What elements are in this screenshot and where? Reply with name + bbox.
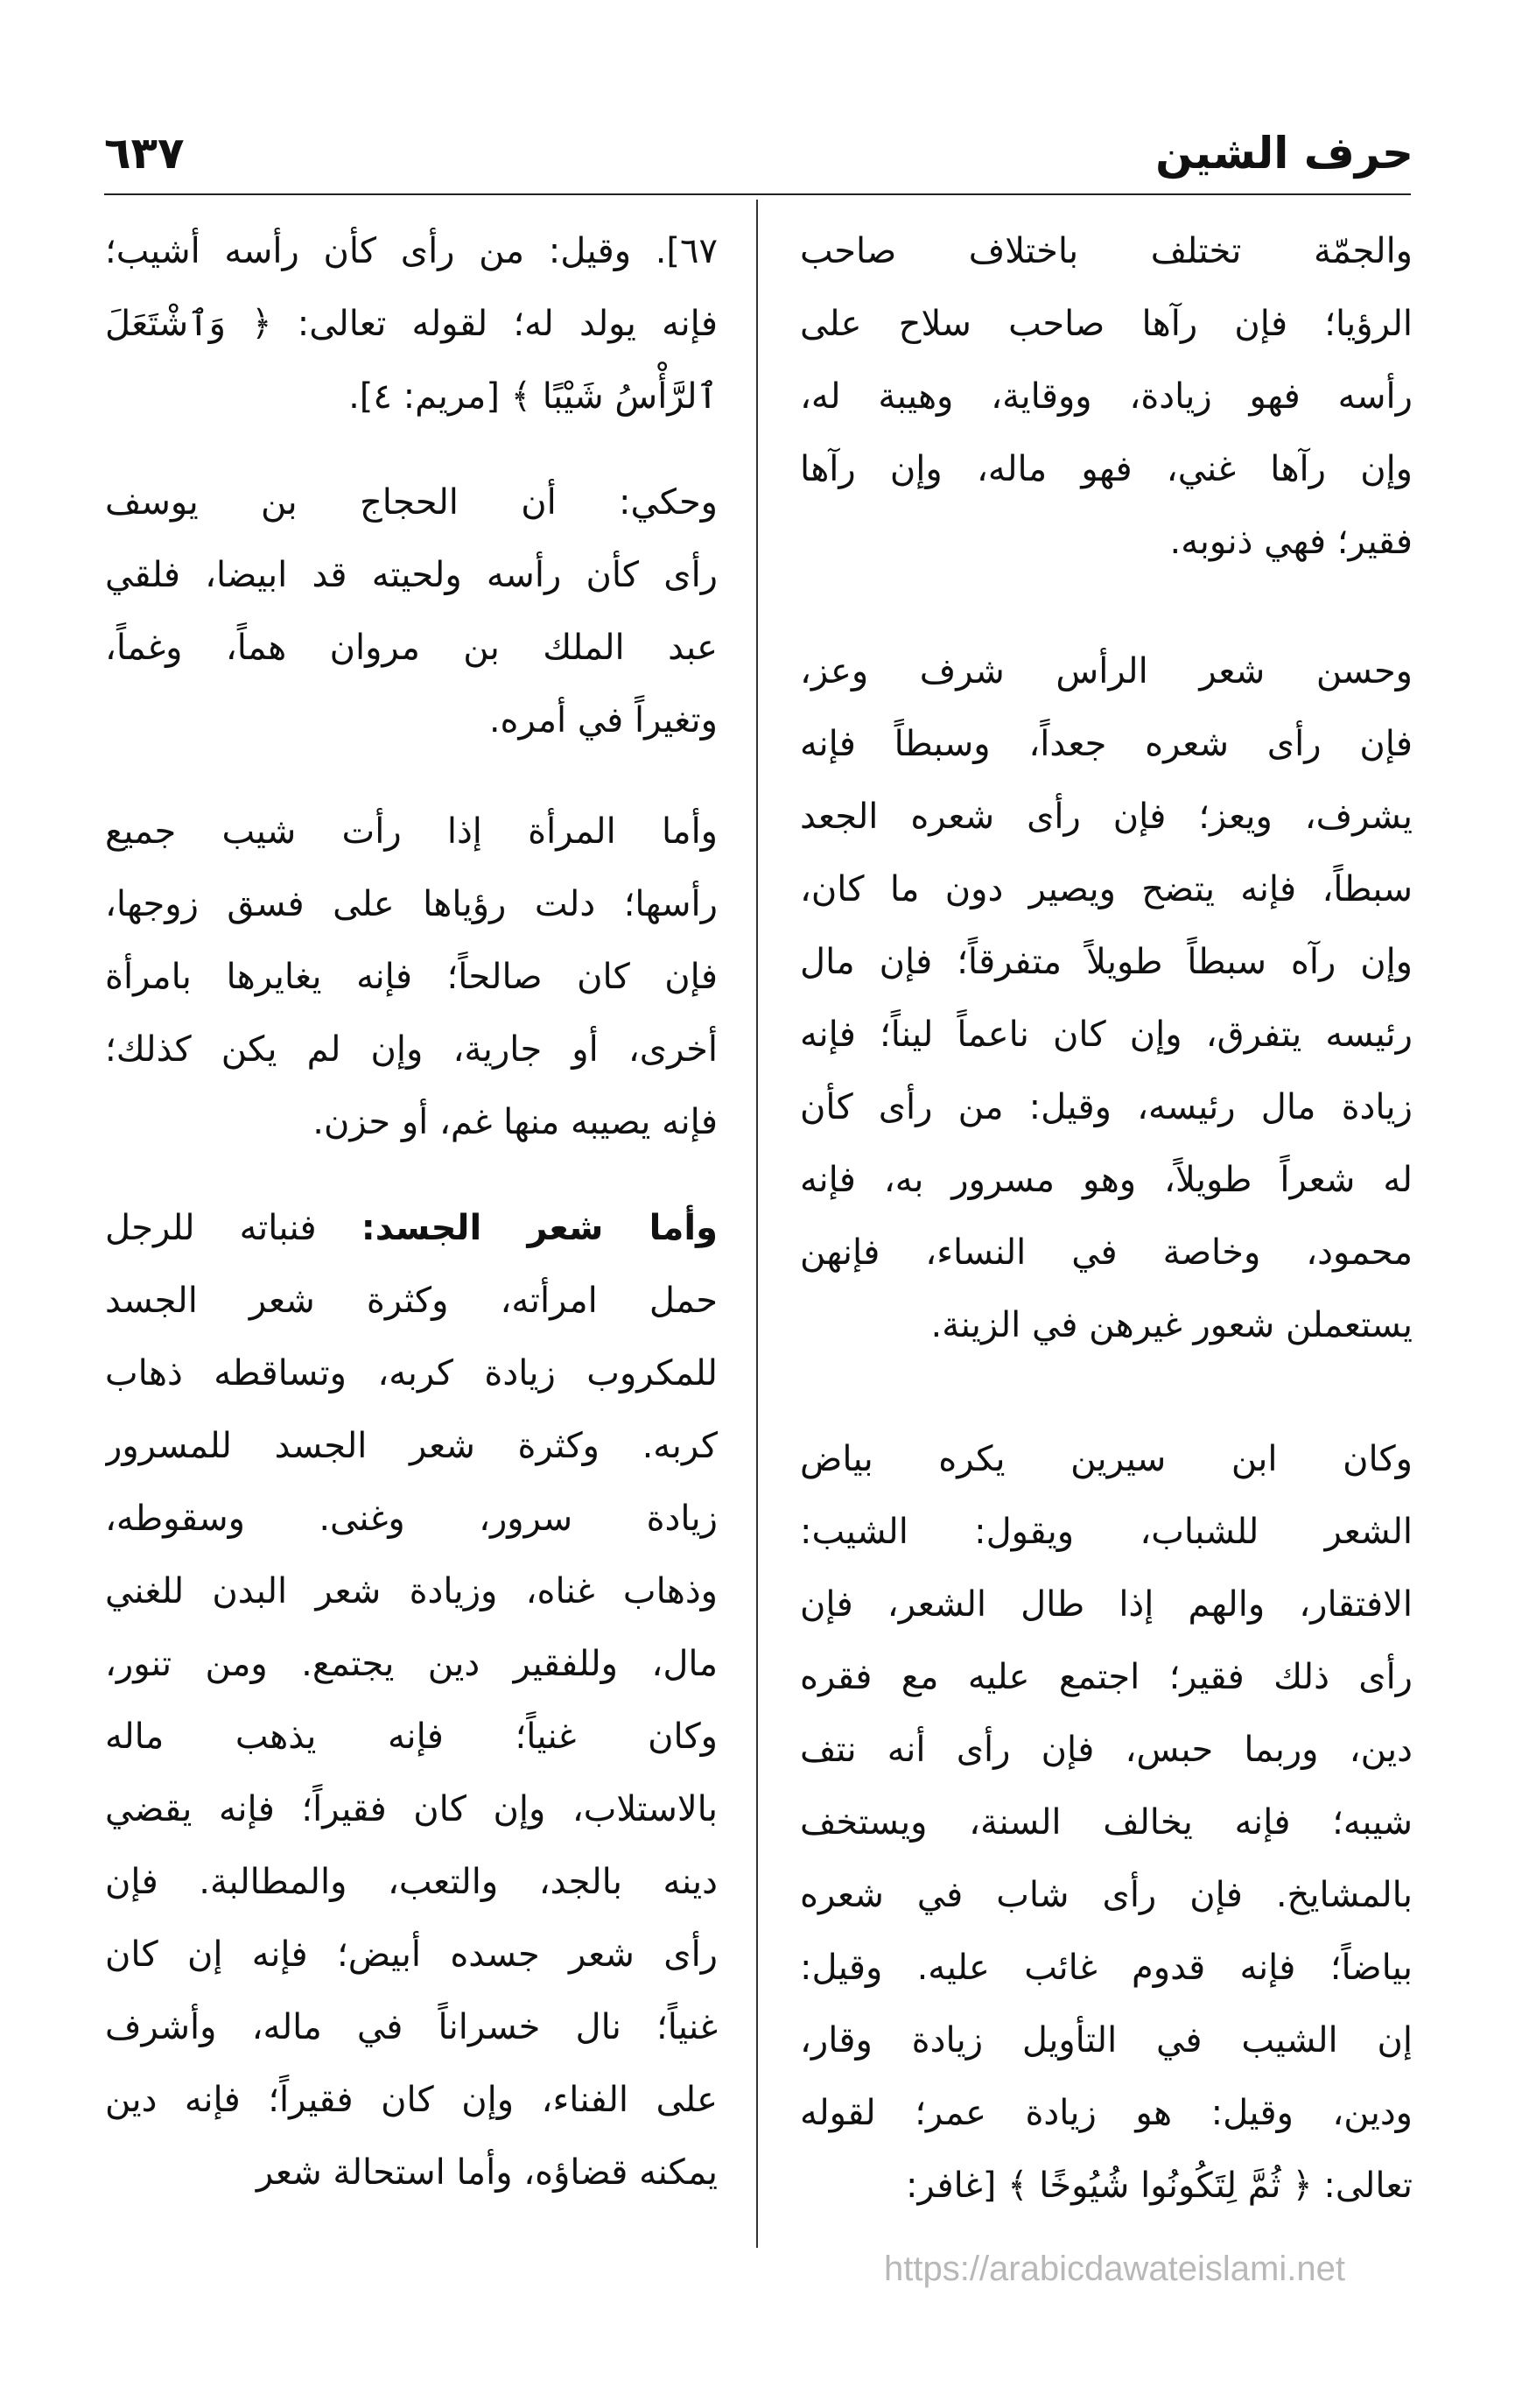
text-line: وتغيراً في أمره. bbox=[488, 700, 718, 741]
text-line: تعالى: ﴿ ثُمَّ لِتَكُونُوا شُيُوخًا ﴾ [غافر: bbox=[905, 2166, 1413, 2206]
text-line: مال، وللفقير دين يجتمع. ومن تنور، bbox=[105, 1644, 718, 1684]
text-line: فإن كان صالحاً؛ فإنه يغايرها بامرأة bbox=[105, 957, 718, 997]
text-line: وإن رآه سبطاً طويلاً متفرقاً؛ فإن مال bbox=[800, 942, 1413, 982]
text-line: زيادة مال رئيسه، وقيل: من رأى كأن bbox=[800, 1087, 1413, 1127]
text-line: وأما المرأة إذا رأت شيب جميع bbox=[105, 811, 718, 852]
text-line: وذهاب غناه، وزيادة شعر البدن للغني bbox=[105, 1571, 718, 1611]
header-rule bbox=[104, 193, 1411, 195]
paragraph bbox=[105, 467, 718, 757]
text-line: بياضاً؛ فإنه قدوم غائب عليه. وقيل: bbox=[800, 1948, 1413, 1988]
paragraph bbox=[105, 215, 718, 433]
text-line: ودين، وقيل: هو زيادة عمر؛ لقوله bbox=[800, 2093, 1413, 2133]
text-line: كربه. وكثرة شعر الجسد للمسرور bbox=[105, 1426, 718, 1466]
text-line: ٱلرَّأْسُ شَيْبًا ﴾ [مريم: ٤]. bbox=[348, 376, 718, 417]
column-divider bbox=[756, 200, 758, 2248]
text-line: رئيسه يتفرق، وإن كان ناعماً ليناً؛ فإنه bbox=[800, 1014, 1413, 1055]
text-line: وحسن شعر الرأس شرف وعز، bbox=[800, 651, 1413, 692]
paragraph bbox=[105, 1192, 718, 2209]
text-line: سبطاً، فإنه يتضح ويصير دون ما كان، bbox=[800, 869, 1413, 909]
text-line: فقير؛ فهي ذنوبه. bbox=[1169, 522, 1413, 562]
text-line: رأى شعر جسده أبيض؛ فإنه إن كان bbox=[105, 1934, 718, 1975]
text-line: الرؤيا؛ فإن رآها صاحب سلاح على bbox=[800, 304, 1413, 344]
text-line: له شعراً طويلاً، وهو مسرور به، فإنه bbox=[800, 1160, 1413, 1200]
text-line: وحكي: أن الحجاج بن يوسف bbox=[105, 482, 718, 523]
right-column bbox=[800, 215, 1413, 2222]
text-line: والجمّة تختلف باختلاف صاحب bbox=[800, 231, 1413, 271]
text-line: فإن رأى شعره جعداً، وسبطاً فإنه bbox=[800, 724, 1413, 764]
watermark-url: https://arabicdawateislami.net bbox=[884, 2250, 1345, 2288]
text-line: بالاستلاب، وإن كان فقيراً؛ فإنه يقضي bbox=[105, 1789, 718, 1829]
text-line: زيادة سرور، وغنى. وسقوطه، bbox=[105, 1499, 718, 1539]
paragraph bbox=[800, 215, 1413, 579]
text-line: على الفناء، وإن كان فقيراً؛ فإنه دين bbox=[105, 2080, 718, 2120]
text-line: وكان ابن سيرين يكره بياض bbox=[800, 1439, 1413, 1479]
text-line: محمود، وخاصة في النساء، فإنهن bbox=[800, 1232, 1413, 1273]
text-line: دين، وربما حبس، فإن رأى أنه نتف bbox=[800, 1730, 1413, 1770]
text-line: رأى كأن رأسه ولحيته قد ابيضا، فلقي bbox=[105, 555, 718, 595]
text-line: يشرف، ويعز؛ فإن رأى شعره الجعد bbox=[800, 797, 1413, 837]
paragraph bbox=[800, 1423, 1413, 2222]
paragraph bbox=[105, 796, 718, 1159]
text-line: شيبه؛ فإنه يخالف السنة، ويستخف bbox=[800, 1802, 1413, 1843]
text-line: فإنه يصيبه منها غم، أو حزن. bbox=[312, 1102, 718, 1142]
text-line: وإن رآها غني، فهو ماله، وإن رآها bbox=[800, 449, 1413, 489]
text-line: غنياً؛ نال خسراناً في ماله، وأشرف bbox=[105, 2007, 718, 2047]
text-line: رأسها؛ دلت رؤياها على فسق زوجها، bbox=[105, 884, 718, 924]
text-line: رأى ذلك فقير؛ اجتمع عليه مع فقره bbox=[800, 1657, 1413, 1697]
text-line: بالمشايخ. فإن رأى شاب في شعره bbox=[800, 1875, 1413, 1915]
paragraph bbox=[800, 635, 1413, 1362]
text-line bbox=[105, 1192, 718, 1265]
left-column bbox=[105, 215, 718, 2209]
text-line: رأسه فهو زيادة، ووقاية، وهيبة له، bbox=[800, 376, 1413, 417]
page-number: ٦٣٧ bbox=[104, 128, 185, 179]
text-line: عبد الملك بن مروان هماً، وغماً، bbox=[105, 628, 718, 668]
text-line: الافتقار، والهم إذا طال الشعر، فإن bbox=[800, 1584, 1413, 1625]
line-text: فنباته للرجل bbox=[105, 1208, 317, 1248]
text-line: إن الشيب في التأويل زيادة وقار، bbox=[800, 2020, 1413, 2060]
text-line: فإنه يولد له؛ لقوله تعالى: ﴿ وَٱشْتَعَلَ bbox=[105, 304, 718, 344]
text-line: وكان غنياً؛ فإنه يذهب ماله bbox=[105, 1716, 718, 1757]
text-line: يمكنه قضاؤه، وأما استحالة شعر bbox=[256, 2152, 718, 2193]
text-line: ٦٧]. وقيل: من رأى كأن رأسه أشيب؛ bbox=[105, 231, 718, 271]
text-line: حمل امرأته، وكثرة شعر الجسد bbox=[105, 1281, 718, 1321]
text-line: دينه بالجد، والتعب، والمطالبة. فإن bbox=[105, 1862, 718, 1902]
text-line: الشعر للشباب، ويقول: الشيب: bbox=[800, 1512, 1413, 1552]
text-line: للمكروب زيادة كربه، وتساقطه ذهاب bbox=[105, 1353, 718, 1394]
text-line: يستعملن شعور غيرهن في الزينة. bbox=[930, 1305, 1413, 1345]
bold-lead: وأما شعر الجسد: bbox=[361, 1208, 718, 1248]
running-title: حرف الشين bbox=[1155, 128, 1413, 179]
text-line: أخرى، أو جارية، وإن لم يكن كذلك؛ bbox=[105, 1029, 718, 1070]
